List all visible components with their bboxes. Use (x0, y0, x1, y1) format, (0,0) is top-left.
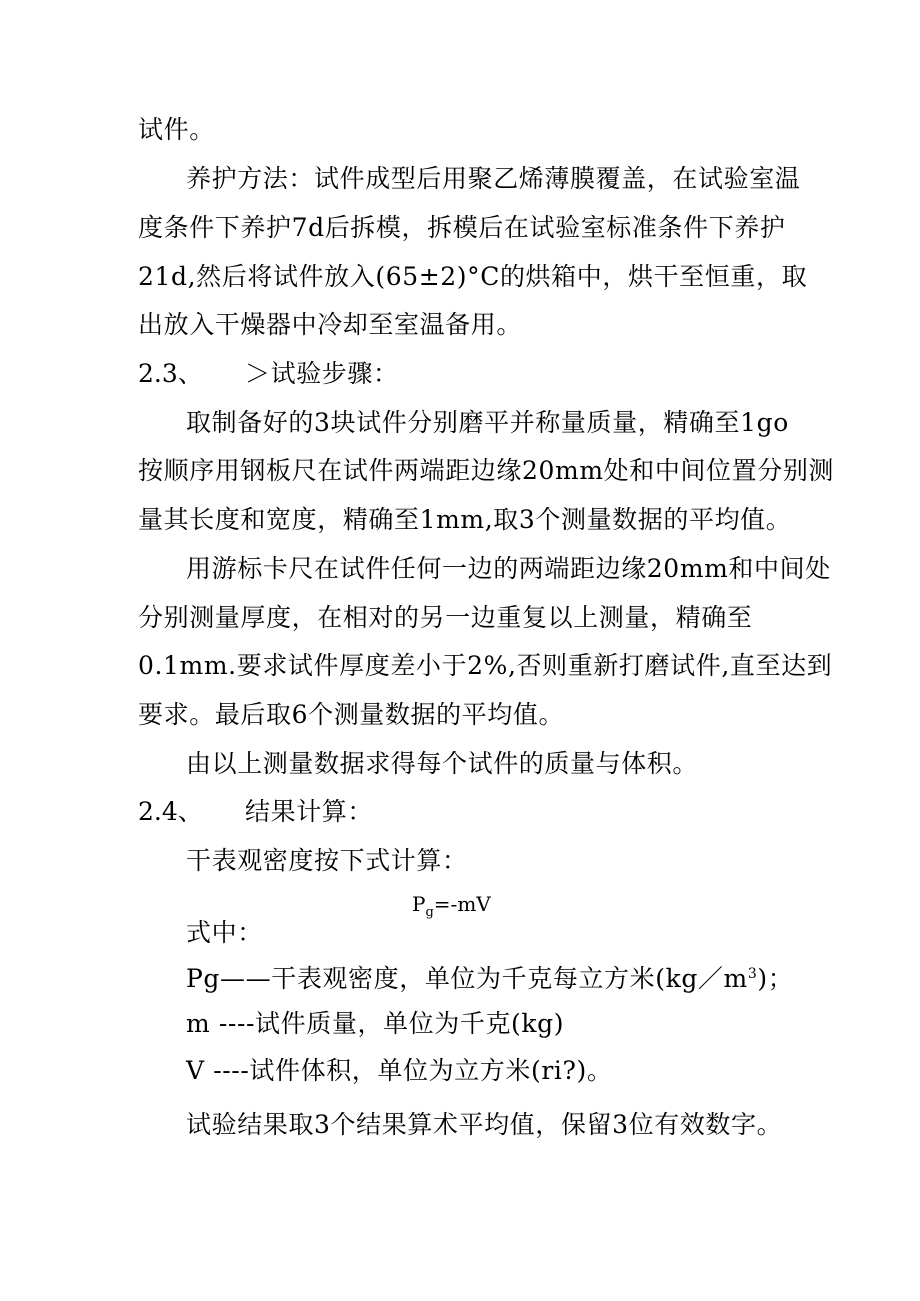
section-title: 结果计算： (245, 797, 374, 826)
paragraph-line: 由以上测量数据求得每个试件的质量与体积。 (186, 749, 699, 778)
formula-symbol: P (412, 892, 426, 916)
section-number: 2.3、 (138, 359, 203, 388)
definition-line: m ----试件质量，单位为千克(kg) (186, 1009, 565, 1038)
paragraph-line: 干表观密度按下式计算： (186, 846, 468, 875)
paragraph-line: 要求。最后取6个测量数据的平均值。 (138, 700, 565, 729)
section-title: ＞试验步骤： (245, 359, 399, 388)
paragraph-line: 21d,然后将试件放入(65±2)°C的烘箱中，烘干至恒重，取 (138, 262, 808, 291)
definition-end: )； (757, 964, 794, 993)
paragraph-line: 试验结果取3个结果算术平均值，保留3位有效数字。 (186, 1110, 783, 1139)
paragraph-line: 用游标卡尺在试件任何一边的两端距边缘20mm和中间处 (186, 554, 831, 583)
formula-subscript: g (425, 905, 434, 920)
formula (412, 892, 491, 920)
definition-line: V ----试件体积，单位为立方米(ri?)。 (186, 1056, 613, 1085)
paragraph-line: 养护方法：试件成型后用聚乙烯薄膜覆盖，在试验室温 (186, 164, 801, 193)
paragraph-line: 出放入干燥器中冷却至室温备用。 (138, 310, 523, 339)
superscript: 3 (747, 966, 758, 982)
paragraph-line: 取制备好的3块试件分别磨平并称量质量，精确至1go (186, 408, 789, 437)
paragraph-line: 度条件下养护7d后拆模，拆模后在试验室标准条件下养护 (138, 213, 786, 242)
paragraph-line: 0.1mm.要求试件厚度差小于2%,否则重新打磨试件,直至达到 (138, 651, 833, 680)
formula-expression: =-mV (433, 892, 491, 916)
paragraph-line: 试件。 (138, 115, 215, 144)
paragraph-line: 量其长度和宽度，精确至1mm,取3个测量数据的平均值。 (138, 505, 792, 534)
paragraph-line: 分别测量厚度，在相对的另一边重复以上测量，精确至 (138, 603, 753, 632)
where-label: 式中： (186, 918, 263, 947)
paragraph-line: 按顺序用钢板尺在试件两端距边缘20mm处和中间位置分别测 (138, 456, 835, 485)
definition-line (186, 963, 793, 999)
definition-text: Pg——干表观密度，单位为千克每立方米(kg／m (186, 964, 748, 993)
section-number: 2.4、 (138, 797, 203, 826)
